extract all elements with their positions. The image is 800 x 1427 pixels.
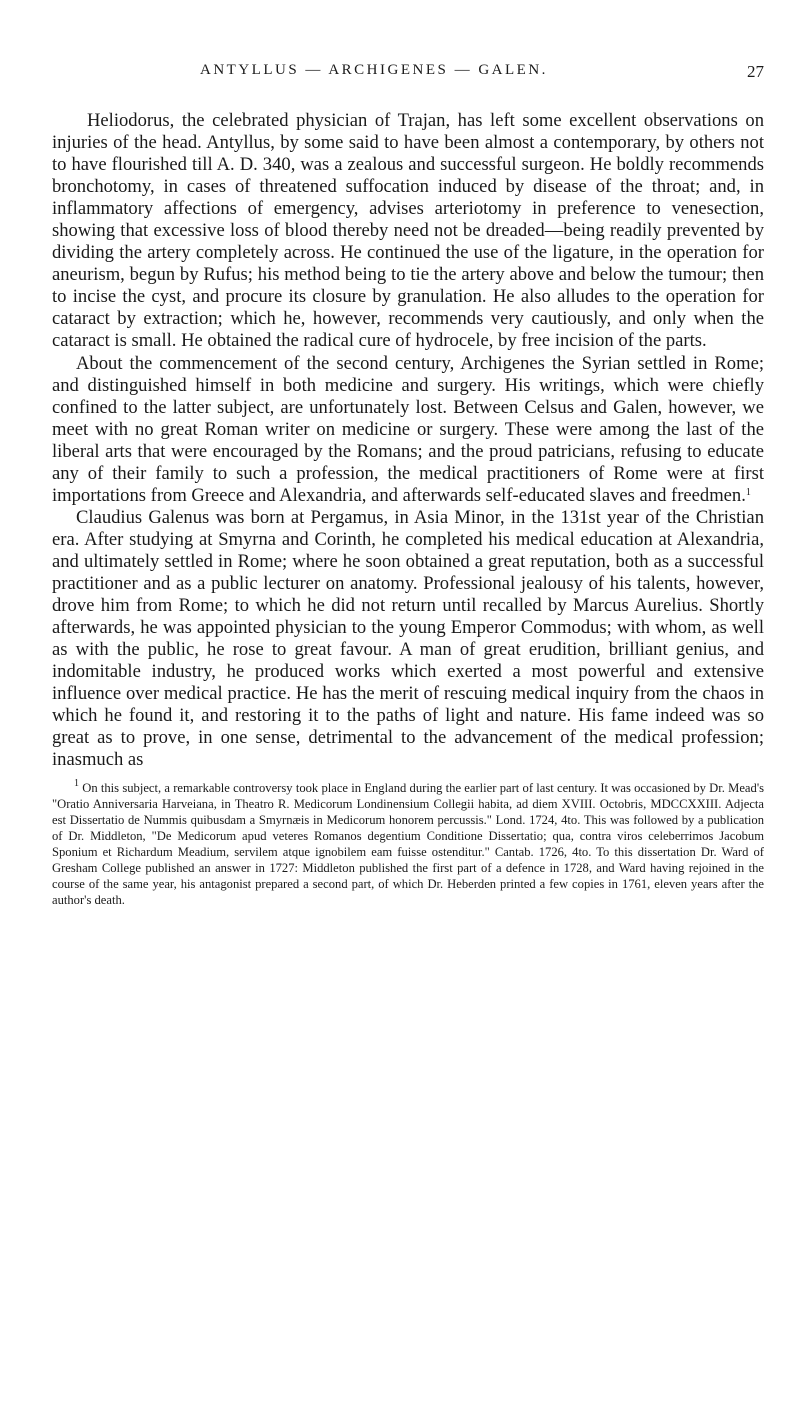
running-title: ANTYLLUS — ARCHIGENES — GALEN.: [200, 62, 548, 78]
running-head: [52, 62, 764, 88]
body-text: [52, 110, 764, 771]
book-page: [52, 62, 764, 909]
footnotes: [52, 778, 764, 908]
paragraph-archigenes: [52, 353, 764, 507]
paragraph-antyllus: Heliodorus, the celebrated physician of Trajan, has left some excellent observations on injuries of the head. Antyllus, by some said to have been almost a contemporary, by others not to have flourished till A. D. 340, was a zealous and successful surgeon. He boldly recommends bronchotomy, in cases of threatened suffocation induced by disease of the throat; and, in inflammatory affections of emergency, advises arteriotomy in preference to venesection, showing that excessive loss of blood thereby need not be dreaded—being readily prevented by dividing the artery completely across. He continued the use of the ligature, in the operation for aneurism, begun by Rufus; his method being to tie the artery above and below the tumour; then to incise the cyst, and procure its closure by granulation. He also alludes to the operation for cataract by extraction; which he, however, recommends very cautiously, and only when the cataract is small. He obtained the radical cure of hydrocele, by free incision of the parts.: [52, 110, 764, 352]
footnote-text: On this subject, a remarkable controversy took place in England during the earlier part of last century. It was occasioned by Dr. Mead's "Oratio Anniversaria Harveiana, in Theatro R. Medicorum Londinensium Collegii habita, ad diem XVIII. Octobris, MDCCXXIII. Adjecta est Dissertatio de Nummis quibusdam a Smyrnæis in Medicorum honorem percussis." Lond. 1724, 4to. This was followed by a publication of Dr. Middleton, "De Medicorum apud veteres Romanos degentium Conditione Dissertatio; qua, contra viros celeberrimos Jacobum Sponium et Richardum Meadium, servilem atque ignobilem eam fuisse ostenditur." Cantab. 1726, 4to. To this dissertation Dr. Ward of Gresham College published an answer in 1727: Middleton published the first part of a defence in 1728, and Ward having rejoined in the course of the same year, his antagonist prepared a second part, of which Dr. Heberden printed a few copies in 1761, eleven years after the author's death.: [52, 781, 764, 907]
footnote-marker: 1: [74, 778, 79, 790]
page-number: 27: [747, 62, 764, 81]
footnote-reference: 1: [745, 486, 751, 498]
paragraph-archigenes-text: About the commencement of the second century, Archigenes the Syrian settled in Rome; and distinguished himself in both medicine and surgery. His writings, which were chiefly confined to the latter subject, are unfortunately lost. Between Celsus and Galen, however, we meet with no great Roman writer on medicine or surgery. These were among the last of the liberal arts that were encouraged by the Romans; and the proud patricians, refusing to educate any of their family to such a profession, the medical practitioners of Rome were at first importations from Greece and Alexandria, and afterwards self-educated slaves and freedmen.: [52, 352, 764, 506]
footnote: [52, 778, 764, 908]
paragraph-galen: Claudius Galenus was born at Pergamus, in Asia Minor, in the 131st year of the Christian era. After studying at Smyrna and Corinth, he completed his medical education at Alexandria, and ultimately settled in Rome; where he soon obtained a great reputation, both as a successful practitioner and as a public lecturer on anatomy. Professional jealousy of his talents, however, drove him from Rome; to which he did not return until recalled by Marcus Aurelius. Shortly afterwards, he was appointed physician to the young Emperor Commodus; with whom, as well as with the public, he rose to great favour. A man of great erudition, brilliant genius, and indomitable industry, he produced works which exerted a most powerful and extensive influence over medical practice. He has the merit of rescuing medical inquiry from the chaos in which he found it, and restoring it to the paths of light and nature. His fame indeed was so great as to prove, in one sense, detrimental to the advancement of the medical profession; inasmuch as: [52, 506, 764, 771]
